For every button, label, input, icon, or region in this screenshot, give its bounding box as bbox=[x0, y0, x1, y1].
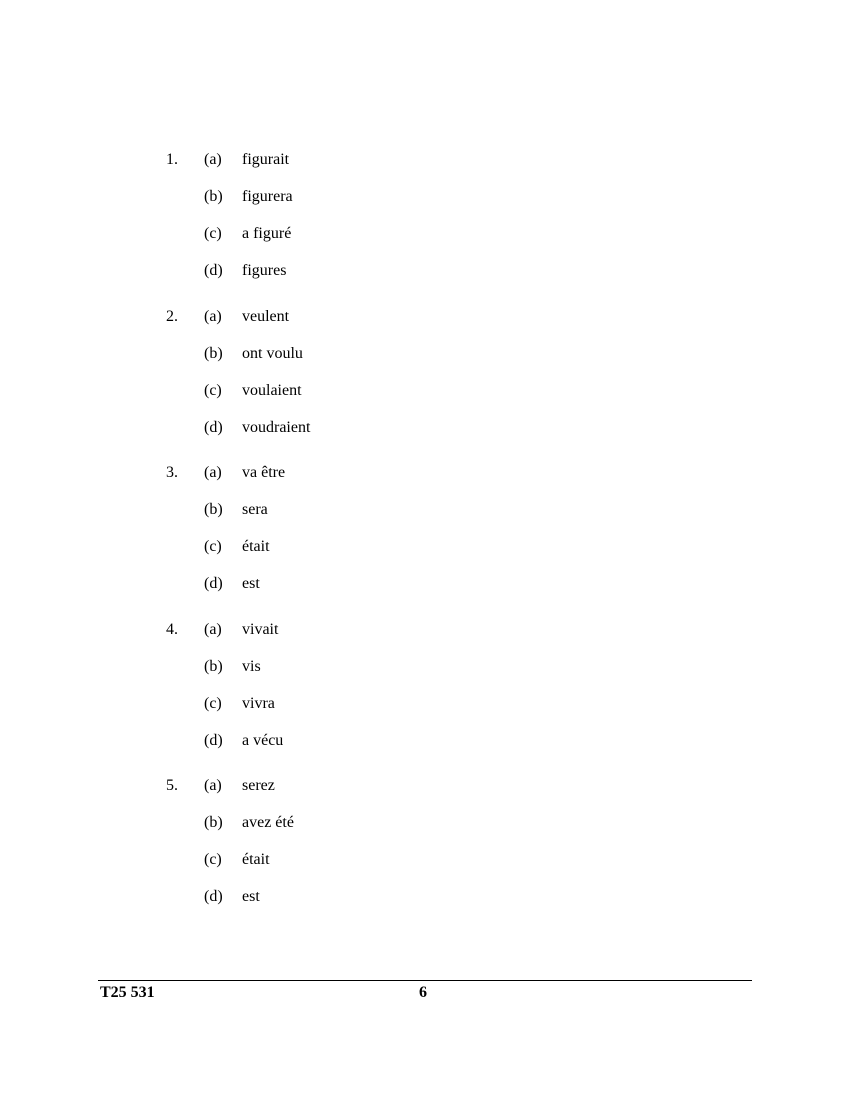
question-item bbox=[0, 618, 850, 775]
option-text: va être bbox=[242, 464, 286, 481]
option-text: figures bbox=[242, 262, 287, 279]
option-letter: (d) bbox=[204, 418, 223, 436]
option-text: veulent bbox=[242, 307, 290, 325]
option-text: voudraient bbox=[242, 418, 311, 436]
question-number: 1. bbox=[166, 151, 178, 168]
option-letter: (c) bbox=[204, 538, 222, 555]
question-number: 2. bbox=[166, 307, 178, 325]
answer-option bbox=[0, 657, 850, 679]
option-letter: (b) bbox=[204, 344, 223, 362]
option-text: a vécu bbox=[242, 731, 284, 749]
option-text: serez bbox=[242, 777, 275, 794]
option-text: vivait bbox=[242, 620, 279, 638]
option-text: est bbox=[242, 575, 260, 592]
question-item bbox=[0, 305, 850, 462]
option-letter: (c) bbox=[204, 851, 222, 868]
answer-option bbox=[0, 261, 850, 283]
option-letter: (a) bbox=[204, 777, 222, 794]
option-letter: (a) bbox=[204, 151, 222, 168]
option-letter: (b) bbox=[204, 814, 223, 831]
option-text: figurait bbox=[242, 151, 290, 168]
footer-divider bbox=[98, 980, 752, 981]
option-text: avez été bbox=[242, 814, 294, 831]
option-letter: (c) bbox=[204, 694, 222, 712]
answer-option bbox=[0, 381, 850, 403]
option-text: voulaient bbox=[242, 381, 302, 399]
page-number: 6 bbox=[419, 984, 427, 1001]
option-letter: (a) bbox=[204, 620, 222, 638]
answer-option bbox=[0, 150, 850, 172]
answer-option bbox=[0, 500, 850, 522]
answer-option bbox=[0, 224, 850, 246]
question-item bbox=[0, 774, 850, 931]
option-letter: (c) bbox=[204, 381, 222, 399]
question-item bbox=[0, 148, 850, 305]
option-letter: (a) bbox=[204, 464, 222, 481]
option-letter: (d) bbox=[204, 262, 223, 279]
answer-option bbox=[0, 418, 850, 440]
document-code: T25 531 bbox=[100, 984, 155, 1001]
option-text: vis bbox=[242, 657, 261, 675]
answer-option bbox=[0, 620, 850, 642]
answer-option bbox=[0, 537, 850, 559]
option-text: vivra bbox=[242, 694, 275, 712]
answer-option bbox=[0, 187, 850, 209]
option-letter: (d) bbox=[204, 888, 223, 905]
option-text: était bbox=[242, 538, 270, 555]
option-text: figurera bbox=[242, 188, 293, 205]
question-number: 5. bbox=[166, 777, 178, 794]
option-letter: (d) bbox=[204, 731, 223, 749]
answer-option bbox=[0, 344, 850, 366]
answer-option bbox=[0, 694, 850, 716]
option-text: était bbox=[242, 851, 270, 868]
answer-option bbox=[0, 307, 850, 329]
answer-option bbox=[0, 776, 850, 798]
option-letter: (c) bbox=[204, 225, 222, 242]
option-letter: (b) bbox=[204, 657, 223, 675]
option-text: est bbox=[242, 888, 260, 905]
option-letter: (b) bbox=[204, 501, 223, 518]
answer-option bbox=[0, 887, 850, 909]
question-list bbox=[0, 148, 850, 931]
option-letter: (a) bbox=[204, 307, 222, 325]
option-text: a figuré bbox=[242, 225, 292, 242]
answer-option bbox=[0, 813, 850, 835]
question-item bbox=[0, 461, 850, 618]
option-text: ont voulu bbox=[242, 344, 303, 362]
option-text: sera bbox=[242, 501, 268, 518]
answer-option bbox=[0, 463, 850, 485]
answer-option bbox=[0, 574, 850, 596]
question-number: 4. bbox=[166, 620, 178, 638]
answer-option bbox=[0, 731, 850, 753]
answer-option bbox=[0, 850, 850, 872]
option-letter: (b) bbox=[204, 188, 223, 205]
question-number: 3. bbox=[166, 464, 178, 481]
option-letter: (d) bbox=[204, 575, 223, 592]
